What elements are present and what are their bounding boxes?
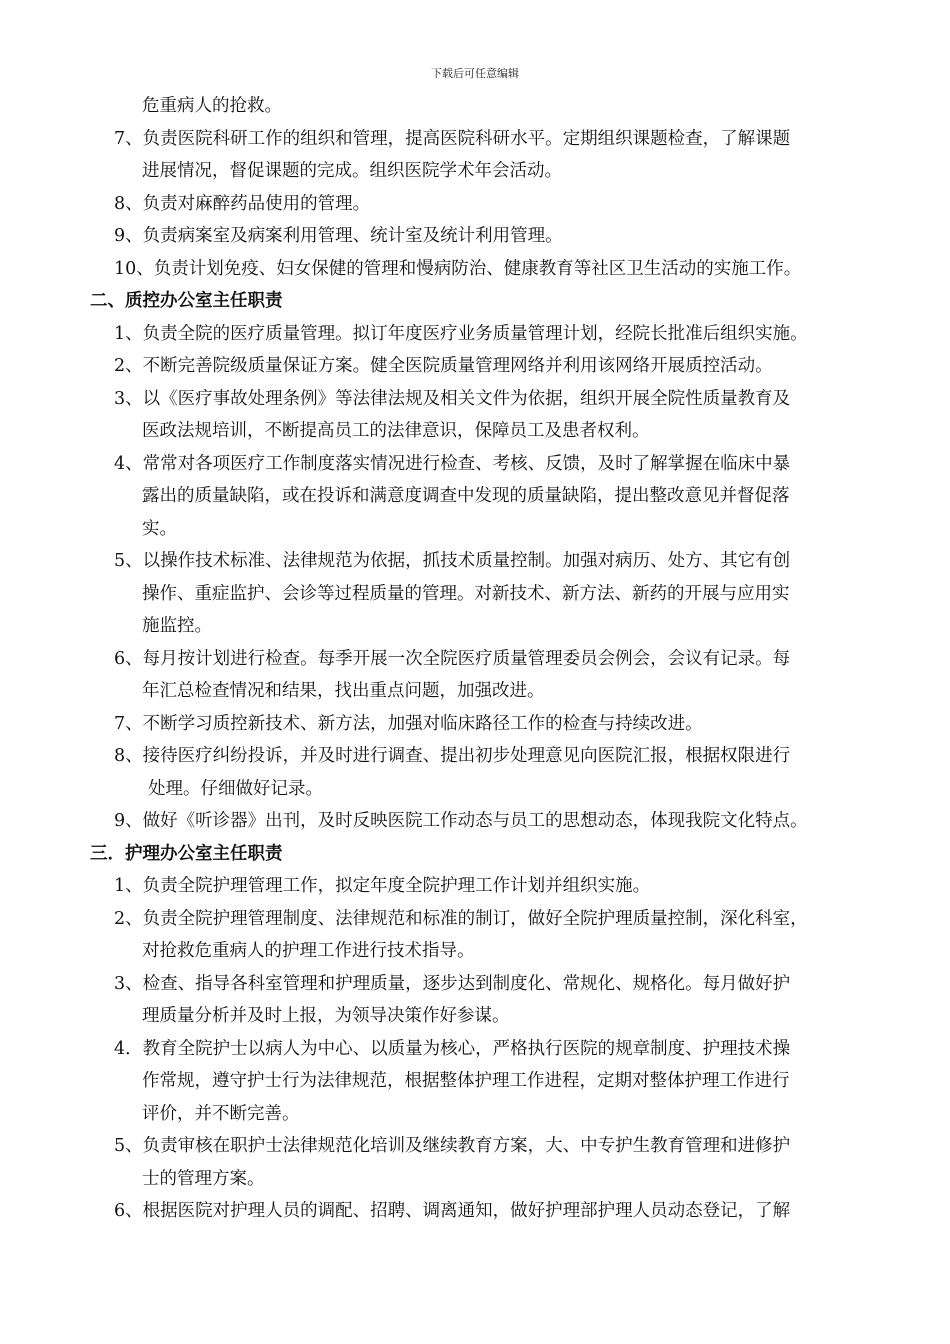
- text-line: 4．教育全院护士以病人为中心、以质量为核心，严格执行医院的规章制度、护理技术操: [114, 1038, 791, 1059]
- section-heading: 二、质控办公室主任职责: [90, 291, 283, 311]
- text-line: 2、负责全院护理管理制度、法律规范和标准的制订，做好全院护理质量控制，深化科室，: [114, 908, 808, 929]
- text-line: 理质量分析并及时上报，为领导决策作好参谋。: [142, 1006, 510, 1026]
- text-line: 进展情况，督促课题的完成。组织医院学术年会活动。: [142, 161, 562, 181]
- text-line: 1、负责全院护理管理工作，拟定年度全院护理工作计划并组织实施。: [114, 876, 651, 896]
- text-line: 2、不断完善院级质量保证方案。健全医院质量管理网络并利用该网络开展质控活动。: [114, 356, 773, 376]
- page-header-note: 下载后可任意编辑: [431, 67, 519, 80]
- text-line: 10、负责计划免疫、妇女保健的管理和慢病防治、健康教育等社区卫生活动的实施工作。: [114, 258, 802, 279]
- text-line: 3、检查、指导各科室管理和护理质量，逐步达到制度化、常规化、规格化。每月做好护: [114, 973, 791, 994]
- text-line: 医政法规培训，不断提高员工的法律意识，保障员工及患者权利。: [142, 421, 650, 441]
- text-line: 作常规，遵守护士行为法律规范，根据整体护理工作进程，定期对整体护理工作进行: [142, 1071, 790, 1091]
- text-line: 操作、重症监护、会诊等过程质量的管理。对新技术、新方法、新药的开展与应用实: [142, 583, 790, 604]
- text-line: 评价，并不断完善。: [142, 1103, 300, 1124]
- text-line: 7、不断学习质控新技术、新方法，加强对临床路径工作的检查与持续改进。: [114, 713, 703, 734]
- text-line: 6、根据医院对护理人员的调配、招聘、调离通知，做好护理部护理人员动态登记，了解: [114, 1201, 791, 1221]
- text-line: 8、接待医疗纠纷投诉，并及时进行调查、提出初步处理意见向医院汇报，根据权限进行: [114, 746, 791, 766]
- text-line: 5、负责审核在职护士法律规范化培训及继续教育方案，大、中专护生教育管理和进修护: [114, 1136, 791, 1156]
- text-line: 9、负责病案室及病案利用管理、统计室及统计利用管理。: [114, 226, 563, 246]
- text-line: 对抢救危重病人的护理工作进行技术指导。: [142, 941, 475, 961]
- text-line: 3、以《医疗事故处理条例》等法律法规及相关文件为依据，组织开展全院性质量教育及: [114, 388, 791, 409]
- text-line: 6、每月按计划进行检查。每季开展一次全院医疗质量管理委员会例会，会议有记录。每: [114, 648, 791, 669]
- section-heading: 三．护理办公室主任职责: [90, 843, 283, 864]
- text-line: 8、负责对麻醉药品使用的管理。: [114, 193, 371, 214]
- text-line: 处理。仔细做好记录。: [148, 778, 323, 799]
- text-line: 9、做好《听诊器》出刊，及时反映医院工作动态与员工的思想动态，体现我院文化特点。: [114, 811, 808, 831]
- text-line: 危重病人的抢救。: [142, 96, 282, 116]
- text-line: 露出的质量缺陷，或在投诉和满意度调查中发现的质量缺陷，提出整改意见并督促落: [142, 486, 790, 506]
- text-line: 1、负责全院的医疗质量管理。拟订年度医疗业务质量管理计划，经院长批准后组织实施。: [114, 323, 808, 344]
- text-line: 士的管理方案。: [142, 1168, 265, 1189]
- text-line: 5、以操作技术标准、法律规范为依据，抓技术质量控制。加强对病历、处方、其它有创: [114, 551, 791, 571]
- document-body: [90, 90, 880, 1228]
- text-line: 7、负责医院科研工作的组织和管理，提高医院科研水平。定期组织课题检查，了解课题: [114, 128, 791, 149]
- text-line: 年汇总检查情况和结果，找出重点问题，加强改进。: [142, 681, 545, 701]
- text-line: 实。: [142, 518, 177, 539]
- text-line: 4、常常对各项医疗工作制度落实情况进行检查、考核、反馈，及时了解掌握在临床中暴: [114, 453, 791, 474]
- text-line: 施监控。: [142, 616, 212, 636]
